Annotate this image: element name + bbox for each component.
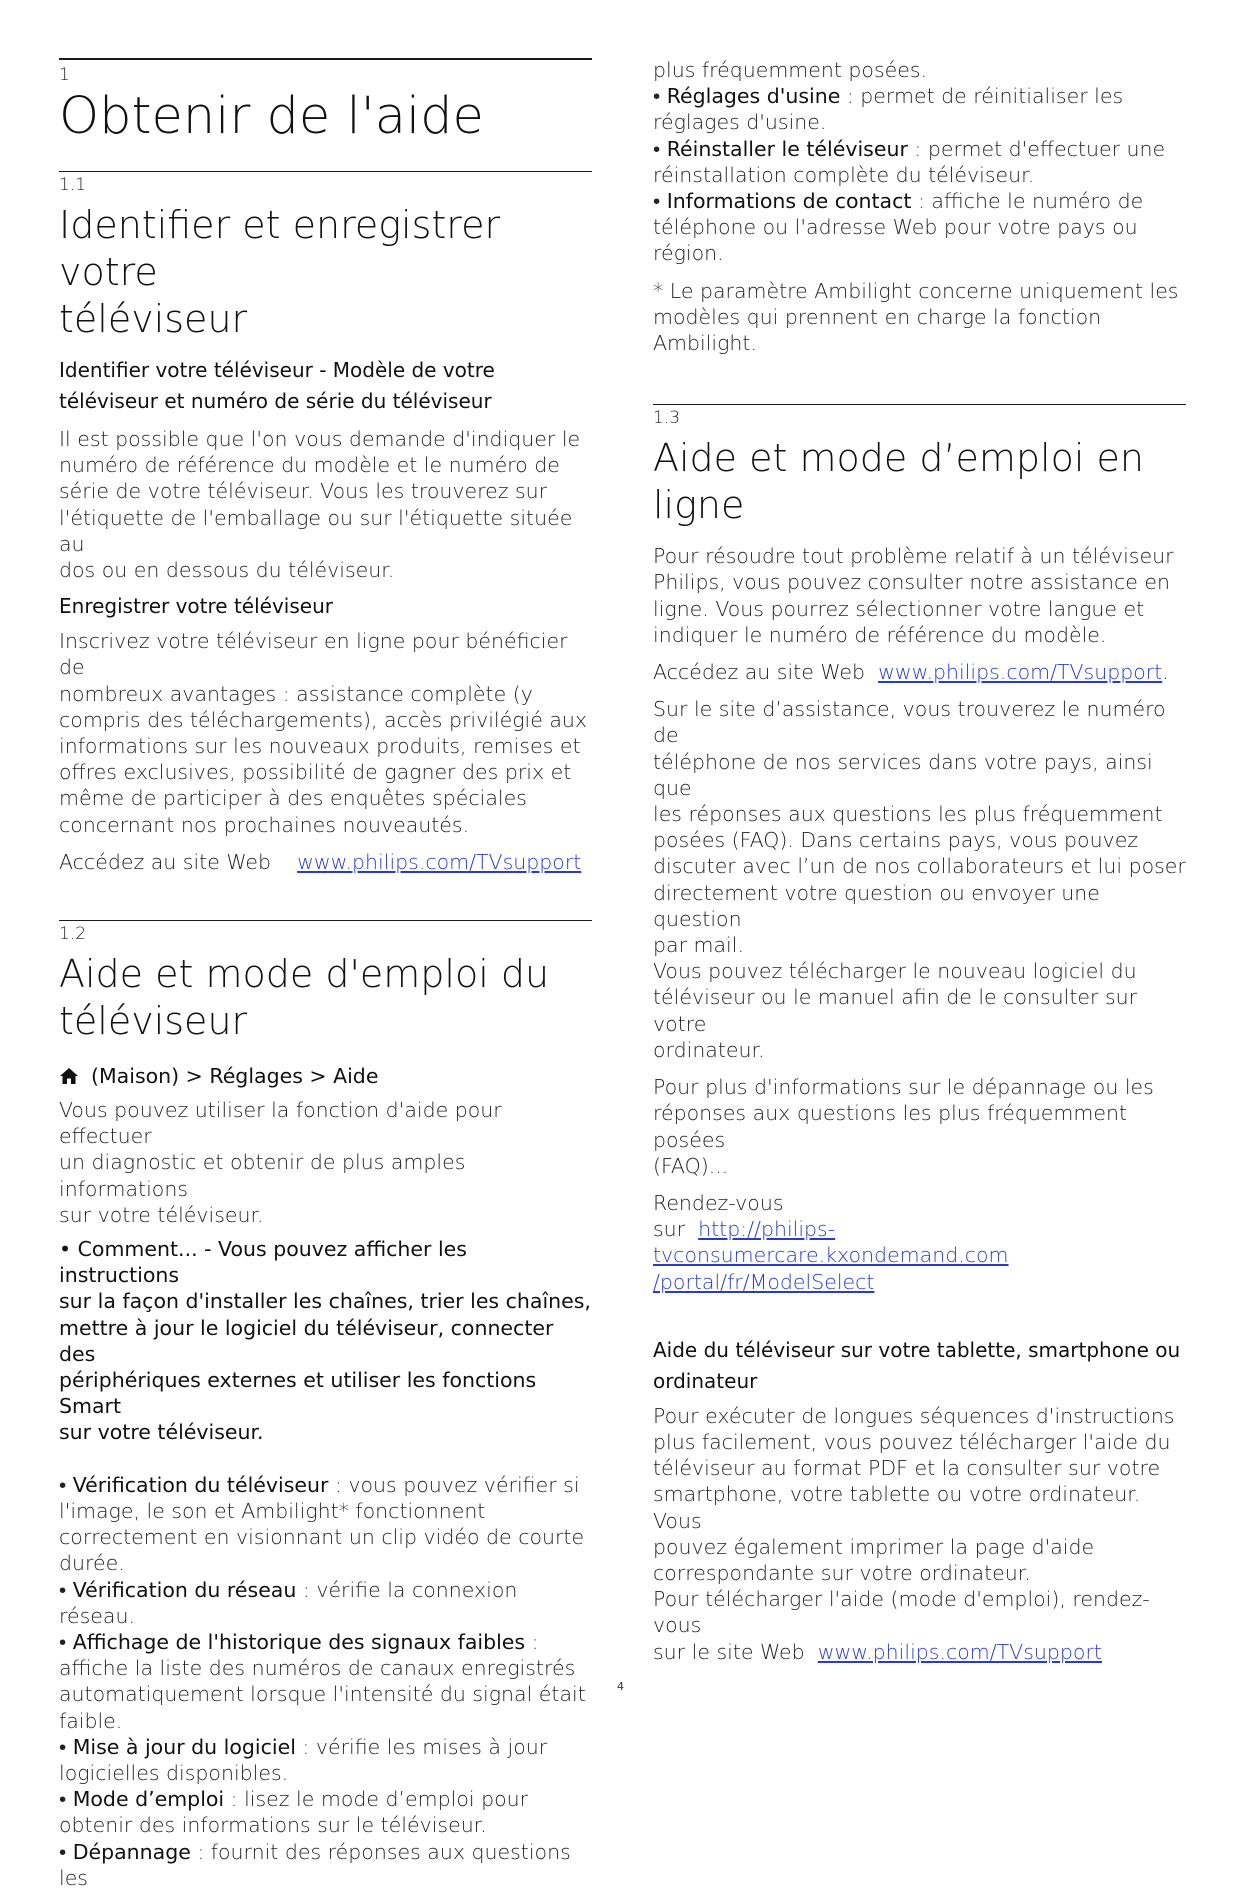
text-line: téléphone de nos services dans votre pays, ainsi que bbox=[653, 749, 1153, 800]
help-options-list-continued bbox=[653, 57, 1186, 267]
paragraph bbox=[59, 426, 592, 583]
item-label: Mise à jour du logiciel bbox=[72, 1734, 296, 1759]
item-text: : vérifie les mises à jour bbox=[295, 1734, 548, 1759]
section-number: 1.2 bbox=[59, 924, 87, 945]
text-line: un diagnostic et obtenir de plus amples informations bbox=[59, 1150, 466, 1201]
section-title: ligne bbox=[653, 483, 745, 528]
text-line: faible. bbox=[59, 1708, 123, 1733]
text-line: les réponses aux questions les plus fréquemment bbox=[653, 802, 1163, 827]
text-line: mettre à jour le logiciel du téléviseur, connecter des bbox=[59, 1315, 554, 1366]
list-item: • Affichage de l'historique des signaux faibles : bbox=[59, 1629, 539, 1654]
website-line bbox=[653, 659, 1186, 685]
text-line: posées (FAQ). Dans certains pays, vous pouvez bbox=[653, 828, 1139, 853]
website-label: Accédez au site Web bbox=[59, 849, 272, 874]
subheading: ordinateur bbox=[653, 1368, 758, 1393]
left-column bbox=[59, 0, 592, 1891]
text-line: informations sur les nouveaux produits, remises et bbox=[59, 734, 581, 759]
text-line: * Le paramètre Ambilight concerne uniquement les bbox=[653, 278, 1179, 303]
item-text: : vérifie la connexion réseau. bbox=[59, 1577, 518, 1628]
section-number: 1.1 bbox=[59, 175, 87, 195]
text-line: durée. bbox=[59, 1551, 125, 1576]
text-line: l'étiquette de l'emballage ou sur l'étiquette située au bbox=[59, 505, 573, 556]
text-line: Vous pouvez utiliser la fonction d'aide pour effectuer bbox=[59, 1098, 502, 1149]
text-line: pouvez également imprimer la page d'aide bbox=[653, 1534, 1095, 1559]
faq-link-continued[interactable]: /portal/fr/ModelSelect bbox=[653, 1269, 875, 1294]
item-text: : fournit des réponses aux questions les bbox=[59, 1839, 571, 1890]
philips-support-link[interactable]: www.philips.com/TVsupport bbox=[878, 660, 1163, 685]
paragraph bbox=[653, 543, 1186, 648]
text-line: ligne. Vous pourrez sélectionner votre langue et bbox=[653, 596, 1145, 621]
text-line: indiquer le numéro de référence du modèle. bbox=[653, 622, 1107, 647]
item-label: Réglages d'usine bbox=[666, 84, 841, 109]
philips-support-link[interactable]: www.philips.com/TVsupport bbox=[297, 849, 582, 874]
text-line: logicielles disponibles. bbox=[59, 1760, 289, 1785]
paragraph bbox=[59, 1236, 592, 1446]
section-rule bbox=[59, 58, 592, 60]
text-line: Pour télécharger l'aide (mode d'emploi), rendez-vous bbox=[653, 1587, 1150, 1638]
text-line: directement votre question ou envoyer une question bbox=[653, 880, 1100, 931]
text-line: plus fréquemment posées. bbox=[653, 58, 928, 82]
list-item: • Réinstaller le téléviseur : permet d'effectuer une bbox=[653, 136, 1166, 161]
text-line: réponses aux questions les plus fréquemment posées bbox=[653, 1101, 1128, 1152]
text-line: sur votre téléviseur. bbox=[59, 1420, 264, 1445]
text-line: Ambilight. bbox=[653, 331, 757, 356]
text-line: affiche la liste des numéros de canaux enregistrés bbox=[59, 1656, 576, 1681]
item-label: Vérification du réseau bbox=[72, 1577, 297, 1602]
section-title: Aide et mode d’emploi en bbox=[653, 436, 1144, 481]
text-line: correspondante sur votre ordinateur. bbox=[653, 1560, 1031, 1585]
text-line: sur la façon d'installer les chaînes, trier les chaînes, bbox=[59, 1289, 591, 1314]
menu-path bbox=[59, 1063, 592, 1089]
website-label: Accédez au site Web bbox=[653, 660, 866, 685]
text-line: Il est possible que l'on vous demande d'indiquer le bbox=[59, 427, 581, 451]
item-label: Informations de contact bbox=[666, 189, 912, 214]
text-line: Sur le site d’assistance, vous trouverez le numéro de bbox=[653, 697, 1166, 748]
section-title: téléviseur bbox=[59, 297, 248, 341]
paragraph bbox=[59, 1097, 592, 1228]
list-item: • Vérification du réseau : vérifie la connexion réseau. bbox=[59, 1577, 518, 1628]
faq-block bbox=[653, 1190, 1186, 1295]
item-label: Mode d’emploi bbox=[72, 1787, 225, 1812]
list-item: • Informations de contact : affiche le numéro de bbox=[653, 189, 1144, 214]
text-line: réinstallation complète du téléviseur. bbox=[653, 162, 1035, 187]
text-line: par mail. bbox=[653, 933, 744, 958]
text-line: dos ou en dessous du téléviseur. bbox=[59, 558, 395, 583]
text-line: ordinateur. bbox=[653, 1037, 765, 1062]
text-line: téléviseur au format PDF et la consulter sur votre bbox=[653, 1456, 1161, 1481]
text-line: série de votre téléviseur. Vous les trouverez sur bbox=[59, 479, 548, 504]
section-rule bbox=[59, 920, 592, 921]
section-rule bbox=[59, 171, 592, 172]
text-line: Philips, vous pouvez consulter notre assistance en bbox=[653, 570, 1170, 595]
subheading: Aide du téléviseur sur votre tablette, smartphone ou bbox=[653, 1337, 1181, 1362]
text-line: Pour résoudre tout problème relatif à un téléviseur bbox=[653, 544, 1174, 569]
text-line: sur votre téléviseur. bbox=[59, 1202, 264, 1227]
text-line: région. bbox=[653, 241, 724, 266]
website-line bbox=[653, 1639, 1186, 1665]
text-line: concernant nos prochaines nouveautés. bbox=[59, 812, 470, 837]
page-number: 4 bbox=[617, 1680, 624, 1693]
section-number: 1 bbox=[59, 65, 70, 85]
paragraph bbox=[59, 628, 592, 838]
website-label: sur le site Web bbox=[653, 1639, 805, 1664]
item-label: Affichage de l'historique des signaux faibles bbox=[72, 1629, 526, 1654]
text-line: téléphone ou l'adresse Web pour votre pays ou bbox=[653, 215, 1138, 240]
text-line: Inscrivez votre téléviseur en ligne pour bénéficier de bbox=[59, 629, 568, 680]
paragraph bbox=[653, 696, 1186, 1063]
item-text: : vous pouvez vérifier si bbox=[328, 1472, 580, 1497]
website-line bbox=[59, 849, 592, 875]
text-line: correctement en visionnant un clip vidéo de courte bbox=[59, 1525, 585, 1550]
faq-link[interactable]: http://philips-tvconsumercare.kxondemand.com bbox=[653, 1217, 1009, 1268]
text-line: sur bbox=[653, 1217, 686, 1242]
list-item: • Vérification du téléviseur : vous pouvez vérifier si bbox=[59, 1472, 580, 1497]
item-label: Dépannage bbox=[72, 1839, 191, 1864]
item-text: : lisez le mode d’emploi pour bbox=[224, 1787, 529, 1812]
text-line: discuter avec l’un de nos collaborateurs et lui poser bbox=[653, 854, 1186, 879]
text-line: offres exclusives, possibilité de gagner des prix et bbox=[59, 760, 572, 785]
section-title: téléviseur bbox=[59, 999, 248, 1044]
section-title: Aide et mode d'emploi du bbox=[59, 952, 550, 997]
text-line: périphériques externes et utiliser les fonctions Smart bbox=[59, 1368, 537, 1419]
text-line: automatiquement lorsque l'intensité du signal était bbox=[59, 1682, 586, 1707]
text-line: Rendez-vous bbox=[653, 1190, 784, 1215]
list-item: • Mise à jour du logiciel : vérifie les mises à jour bbox=[59, 1734, 548, 1759]
text-line: • Comment... - Vous pouvez afficher les instructions bbox=[59, 1237, 467, 1288]
text-line: modèles qui prennent en charge la fonction bbox=[653, 304, 1102, 329]
home-icon bbox=[59, 1066, 79, 1086]
item-text: : permet de réinitialiser les bbox=[840, 84, 1124, 109]
list-item: • Dépannage : fournit des réponses aux questions les bbox=[59, 1839, 571, 1890]
text-line: nombreux avantages : assistance complète (y bbox=[59, 681, 533, 706]
chapter-title: Obtenir de l'aide bbox=[59, 87, 484, 146]
item-label: Vérification du téléviseur bbox=[72, 1472, 329, 1497]
subheading: Identifier votre téléviseur - Modèle de votre bbox=[59, 358, 495, 382]
text-line: l'image, le son et Ambilight* fonctionnent bbox=[59, 1498, 486, 1523]
menu-path-text: (Maison) > Réglages > Aide bbox=[91, 1064, 379, 1089]
subheading: téléviseur et numéro de série du téléviseur bbox=[59, 389, 492, 413]
right-column bbox=[653, 0, 1186, 1665]
item-label: Réinstaller le téléviseur bbox=[666, 136, 908, 161]
faq-link-line bbox=[653, 1216, 1186, 1268]
text-line: réglages d'usine. bbox=[653, 110, 827, 135]
text-line: compris des téléchargements), accès privilégié aux bbox=[59, 707, 588, 732]
text-line: même de participer à des enquêtes spéciales bbox=[59, 786, 527, 811]
text-line: téléviseur ou le manuel afin de le consulter sur votre bbox=[653, 985, 1138, 1036]
list-item: • Mode d’emploi : lisez le mode d’emploi pour bbox=[59, 1787, 529, 1812]
philips-support-link[interactable]: www.philips.com/TVsupport bbox=[817, 1639, 1102, 1664]
paragraph bbox=[653, 1403, 1186, 1665]
text-line: plus facilement, vous pouvez télécharger l'aide du bbox=[653, 1429, 1171, 1454]
punctuation: . bbox=[1162, 660, 1169, 685]
item-text: : bbox=[525, 1629, 539, 1654]
item-text: : affiche le numéro de bbox=[911, 189, 1144, 214]
text-line: obtenir des informations sur le téléviseur. bbox=[59, 1813, 487, 1838]
list-item: • Réglages d'usine : permet de réinitialiser les bbox=[653, 84, 1124, 109]
text-line: Pour plus d'informations sur le dépannage ou les bbox=[653, 1075, 1154, 1100]
section-title: Identifier et enregistrer votre bbox=[59, 203, 501, 294]
ambilight-note bbox=[653, 278, 1186, 357]
text-line: numéro de référence du modèle et le numéro de bbox=[59, 453, 560, 478]
text-line: Vous pouvez télécharger le nouveau logiciel du bbox=[653, 959, 1137, 984]
item-text: : permet d'effectuer une bbox=[907, 136, 1166, 161]
subheading: Enregistrer votre téléviseur bbox=[59, 594, 333, 619]
text-line: Pour exécuter de longues séquences d'instructions bbox=[653, 1403, 1175, 1428]
section-rule bbox=[653, 404, 1186, 405]
text-line: smartphone, votre tablette ou votre ordinateur. Vous bbox=[653, 1482, 1141, 1533]
text-line: (FAQ)... bbox=[653, 1153, 729, 1178]
paragraph bbox=[653, 1074, 1186, 1179]
section-number: 1.3 bbox=[653, 408, 681, 429]
